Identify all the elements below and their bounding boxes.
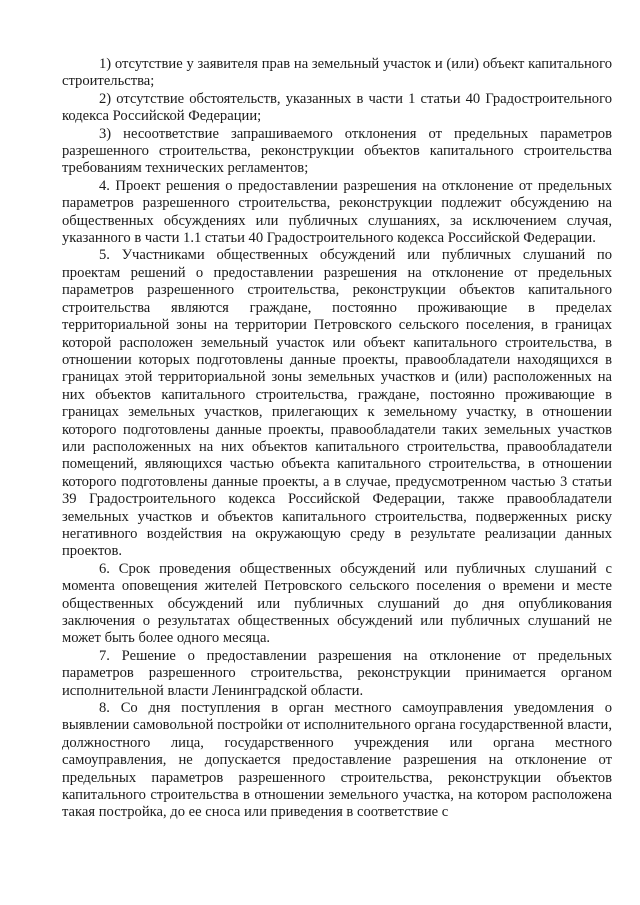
paragraph-7: 7. Решение о предоставлении разрешения на отклонение от предельных параметров разрешенного строительства, реконструкции принимается органом исполнительной власти Ленинградской области. (62, 647, 612, 699)
paragraph-4: 4. Проект решения о предоставлении разрешения на отклонение от предельных параметров разрешенного строительства, реконструкции подлежит обсуждению на общественных обсуждениях или публичных слушаниях, за исключением случая, указанного в части 1.1 статьи 40 Градостроительного кодекса Российской Федерации. (62, 177, 612, 247)
paragraph-6: 6. Срок проведения общественных обсуждений или публичных слушаний с момента оповещения жителей Петровского сельского поселения о времени и месте общественных обсуждений или публичных слушаний до дня опубликования заключения о результатах общественных обсуждений или публичных слушаний не может быть более одного месяца. (62, 560, 612, 647)
document-page (62, 56, 612, 822)
paragraph-item-3: 3) несоответствие запрашиваемого отклонения от предельных параметров разрешенного строительства, реконструкции объектов капитального строительства требованиям технических регламентов; (62, 125, 612, 177)
paragraph-8: 8. Со дня поступления в орган местного самоуправления уведомления о выявлении самовольной постройки от исполнительного органа государственной власти, должностного лица, государственного учреждения или органа местного самоуправления, не допускается предоставление разрешения на отклонение от предельных параметров разрешенного строительства, реконструкции объектов капитального строительства в отношении земельного участка, на котором расположена такая постройка, до ее сноса или приведения в соответствие с (62, 700, 612, 821)
paragraph-item-1: 1) отсутствие у заявителя прав на земельный участок и (или) объект капитального строительства; (62, 56, 612, 90)
paragraph-5: 5. Участниками общественных обсуждений или публичных слушаний по проектам решений о предоставлении разрешения на отклонение от предельных параметров разрешенного строительства, реконструкции объектов капитального строительства являются граждане, постоянно проживающие в пределах территориальной зоны на территории Петровского сельского поселения, в границах которой расположен земельный участок или объект капитального строительства, в отношении которых подготовлены данные проекты, правообладатели находящихся в границах этой территориальной зоны земельных участков и (или) расположенных на них объектов капитального строительства, граждане, постоянно проживающие в границах земельных участков, прилегающих к земельному участку, в отношении которого подготовлены данные проекты, правообладатели таких земельных участков или расположенных на них объектов капитального строительства, правообладатели помещений, являющихся частью объекта капитального строительства, в отношении которого подготовлены данные проекты, а в случае, предусмотренном частью 3 статьи 39 Градостроительного кодекса Российской Федерации, также правообладатели земельных участков и объектов капитального строительства, подверженных риску негативного воздействия на окружающую среду в результате реализации данных проектов. (62, 247, 612, 560)
paragraph-item-2: 2) отсутствие обстоятельств, указанных в части 1 статьи 40 Градостроительного кодекса Российской Федерации; (62, 90, 612, 125)
